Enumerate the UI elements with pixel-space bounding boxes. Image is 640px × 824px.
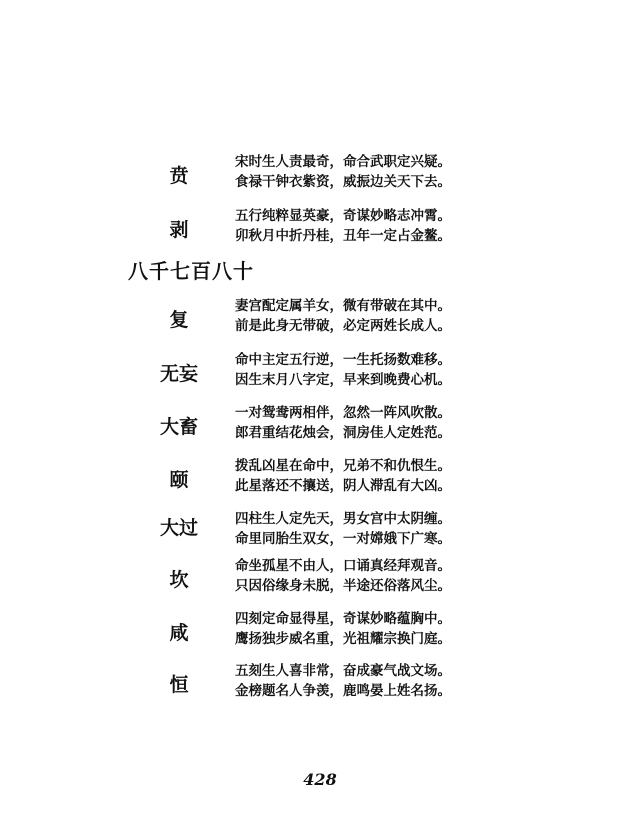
verse-line: 命里同胎生双女，一对嫦娥下广寒。 [235,531,451,547]
hexagram-name: 无妄 [159,363,198,385]
hexagram-name: 恒 [169,674,189,696]
verse [235,296,451,336]
verse [235,152,451,192]
verse-line: 宋时生人责最奇，命合武职定兴疑。 [235,154,451,170]
verse-line: 郎君重结花烛会，洞房佳人定姓范。 [235,425,451,441]
verse-line: 拨乱凶星在命中，兄弟不和仇恨生。 [235,458,451,474]
hexagram-name: 大过 [159,517,198,539]
page-number: 428 [303,770,337,789]
hexagram-name: 贲 [169,165,189,187]
hexagram-name: 坎 [169,569,189,591]
verse [235,403,451,443]
verse-line: 一对鸳鸯两相伴，忽然一阵风吹散。 [235,405,451,421]
verse-line: 妻宫配定属羊女，微有带破在其中。 [235,298,451,314]
verse-line: 因生末月八字定，早来到晚费心机。 [235,372,451,388]
verse [235,661,451,701]
verse-line: 四柱生人定先天，男女宫中太阴缠。 [235,511,451,527]
hexagram-name: 大畜 [159,416,198,438]
verse [235,556,451,596]
verse-line: 卯秋月中折丹桂，丑年一定占金鳌。 [235,228,451,244]
verse-line: 只因俗缘身未脱，半途还俗落风尘。 [235,578,451,594]
verse-line: 命坐孤星不由人，口诵真经拜观音。 [235,558,451,574]
verse-line: 此星落还不攘送，阴人滞乱有大凶。 [235,478,451,494]
verse [235,350,451,390]
verse-line: 五行纯粹显英豪，奇谋妙略志冲霄。 [235,208,451,224]
verse [235,509,451,549]
hexagram-name: 颐 [169,469,189,491]
verse [235,456,451,496]
hexagram-name: 剥 [169,219,189,241]
verse-line: 四刻定命显得星，奇谋妙略蕴胸中。 [235,611,451,627]
verse-line: 命中主定五行逆，一生托扬数难移。 [235,352,451,368]
verse [235,609,451,649]
verse-line: 前是此身无带破，必定两姓长成人。 [235,318,451,334]
section-heading: 八千七百八十 [128,259,254,283]
verse-line: 金榜题名人争羡，鹿鸣晏上姓名扬。 [235,683,451,699]
verse-line: 五刻生人喜非常，奋成豪气战文场。 [235,663,451,679]
hexagram-name: 咸 [169,622,189,644]
verse-line: 食禄干钟衣紫资，威振边关天下去。 [235,174,451,190]
hexagram-name: 复 [169,309,189,331]
verse-line: 鹰扬独步威名重，光祖耀宗换门庭。 [235,631,451,647]
verse [235,206,451,246]
